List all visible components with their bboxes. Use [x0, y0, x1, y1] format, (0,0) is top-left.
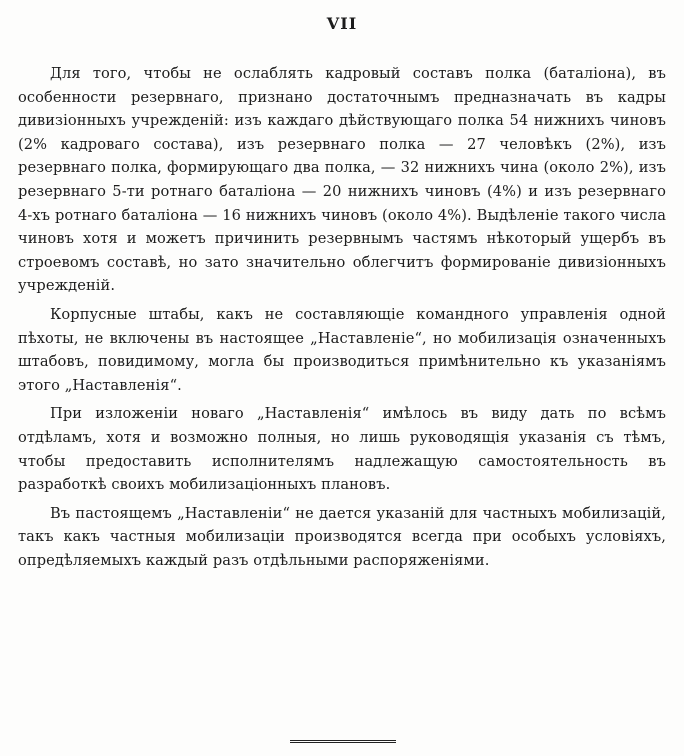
- body-text: [18, 62, 666, 577]
- paragraph-partial-mobilization: Въ пастоящемъ „Наставленіи“ не дается указаній для частныхъ мобилизацій, такъ какъ частныя мобилизаціи производятся всегда при особыхъ условіяхъ, опредѣляемыхъ каждый разъ отдѣльными распоряженіями.: [18, 504, 666, 569]
- footer-rule: [290, 740, 396, 743]
- paragraph-guidance-purpose: При изложеніи новаго „Наставленія“ имѣлось въ виду дать по всѣмъ отдѣламъ, хотя и возможно полныя, но лишь руководящія указанія съ тѣмъ, чтобы предоставить исполнителямъ надлежащую самостоятельность въ разработкѣ своихъ мобилизаціонныхъ плановъ.: [18, 405, 666, 494]
- paragraph-cadre-allocation: Для того, чтобы не ослаблять кадровый составъ полка (баталіона), въ особенности резервнаго, признано достаточнымъ предназначать въ кадры дивизіонныхъ учрежденій: изъ каждаго дѣйствующаго полка 54 нижнихъ чиновъ (2% кадроваго состава), изъ резервнаго полка — 27 человѣкъ (2%), изъ резервнаго полка, формирующаго два полка, — 32 нижнихъ чина (около 2%), изъ резервнаго 5-ти ротнаго баталіона — 20 нижнихъ чиновъ (4%) и изъ резервнаго 4-хъ ротнаго баталіона — 16 нижнихъ чиновъ (около 4%). Выдѣленіе такого числа чиновъ хотя и можетъ причинить резервнымъ частямъ нѣкоторый ущербъ въ строевомъ составѣ, но зато значительно облегчитъ формированіе дивизіонныхъ учрежденій.: [18, 65, 666, 295]
- page-number: VII: [326, 14, 358, 33]
- paragraph-corps-staffs: Корпусные штабы, какъ не составляющіе командного управленія одной пѣхоты, не включены въ настоящее „Наставленіе“, но мобилизація означенныхъ штабовъ, повидимому, могла бы производиться примѣнительно къ указаніямъ этого „Наставленія“.: [18, 305, 666, 394]
